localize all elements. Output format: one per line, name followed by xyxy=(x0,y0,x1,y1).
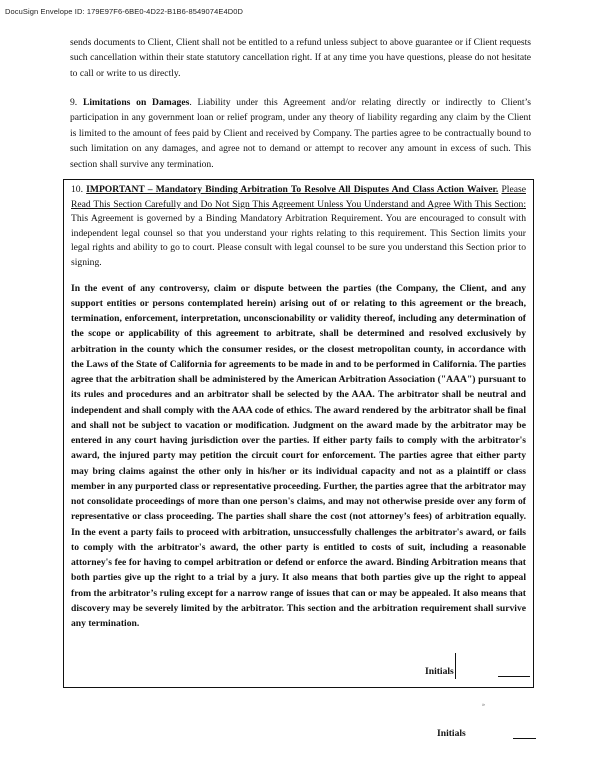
section-9-body: . Liability under this Agreement and/or relating directly or indirectly to Client’s participation in any government loan or relief program, under any theory of liability regarding any claim by the Client is limited to the amount of fees paid by Client and received by Company. The parties agree to be contractually bound to such limitation on any damages, and agree not to demand or attempt to recover any amount in excess of such. This section shall survive any termination. xyxy=(70,97,531,170)
initials-label-box: Initials xyxy=(425,666,454,677)
section-10-intro xyxy=(71,183,526,271)
section-9-number: 9. xyxy=(70,97,78,108)
initials-label-footer: Initials xyxy=(437,728,466,739)
section-10-intro-body: This Agreement is governed by a Binding Mandatory Arbitration Requirement. You are encouraged to consult with independent legal counsel so that you understand your rights relating to this requirement. This Section limits your legal rights and ability to go to court. Please consult with legal counsel to be sure you understand this Section prior to signing. xyxy=(71,213,526,268)
page-mark: » xyxy=(482,702,485,708)
refund-paragraph: sends documents to Client, Client shall not be entitled to a refund unless subject to above guarantee or if Client requests such cancellation within their state statutory cancellation right. If at any time you have questions, please do not hesitate to call or write to us directly. xyxy=(70,37,531,79)
section-10-warning: Please Read This Section Carefully and Do Not Sign This Agreement Unless You Understand and Agree With This Section: xyxy=(71,184,526,210)
section-10-number: 10. xyxy=(71,184,83,195)
docusign-envelope-id: DocuSign Envelope ID: 179E97F6-6BE0-4D22-B1B6-8549074E4D0D xyxy=(5,7,244,16)
section-10-arbitration-terms: In the event of any controversy, claim or dispute between the parties (the Company, the Client, and any support entities or persons contemplated herein) arising out of or relating to this agreement or the breach, termination, enforcement, interpretation, unconscionability or validity thereof, including any determination of the scope or applicability of this agreement to arbitrate, shall be determined and resolved exclusively by arbitration in the county which the consumer resides, or the closest metropolitan county, in accordance with the Laws of the State of California for agreements to be made in and to be performed in California. The parties agree that the arbitration shall be administered by the American Arbitration Association ("AAA") pursuant to its rules and procedures and an arbitrator shall be selected by the AAA. The arbitrator shall be neutral and independent and shall comply with the AAA code of ethics. The award rendered by the arbitrator shall be final and shall not be subject to vacation or modification. Judgment on the award made by the arbitrator may be entered in any court having jurisdiction over the parties. If either party fails to comply with the arbitrator's award, the injured party may petition the circuit court for enforcement. The parties agree that either party may bring claims against the other only in his/her or its individual capacity and not as a plaintiff or class member in any purported class or representative proceeding. Further, the parties agree that the arbitrator may not consolidate proceedings of more than one person's claims, and may not otherwise preside over any form of representative or class proceeding. The parties shall share the cost (not attorney’s fees) of arbitration equally. In the event a party fails to proceed with arbitration, unsuccessfully challenges the arbitrator's award, or fails to comply with the arbitrator's award, the other party is entitled to costs of suit, including a reasonable attorney's fee for having to compel arbitration or defend or enforce the award. Binding Arbitration means that both parties give up the right to a trial by a jury. It also means that both parties give up the right to appeal from the arbitrator’s ruling except for a narrow range of issues that can or may be appealed. It also means that discovery may be severely limited by the arbitrator. This section and the arbitration requirement shall survive any termination. xyxy=(71,282,526,630)
initials-field-box[interactable] xyxy=(455,653,456,679)
initials-line-box xyxy=(498,676,530,677)
section-10-text xyxy=(71,183,526,631)
section-9-limitations xyxy=(70,95,531,172)
arbitration-box xyxy=(63,179,534,688)
section-9-heading: Limitations on Damages xyxy=(82,97,190,108)
section-10-heading: IMPORTANT – Mandatory Binding Arbitration To Resolve All Disputes And Class Action Waiver. xyxy=(86,184,499,195)
initials-line-footer[interactable] xyxy=(513,738,536,739)
